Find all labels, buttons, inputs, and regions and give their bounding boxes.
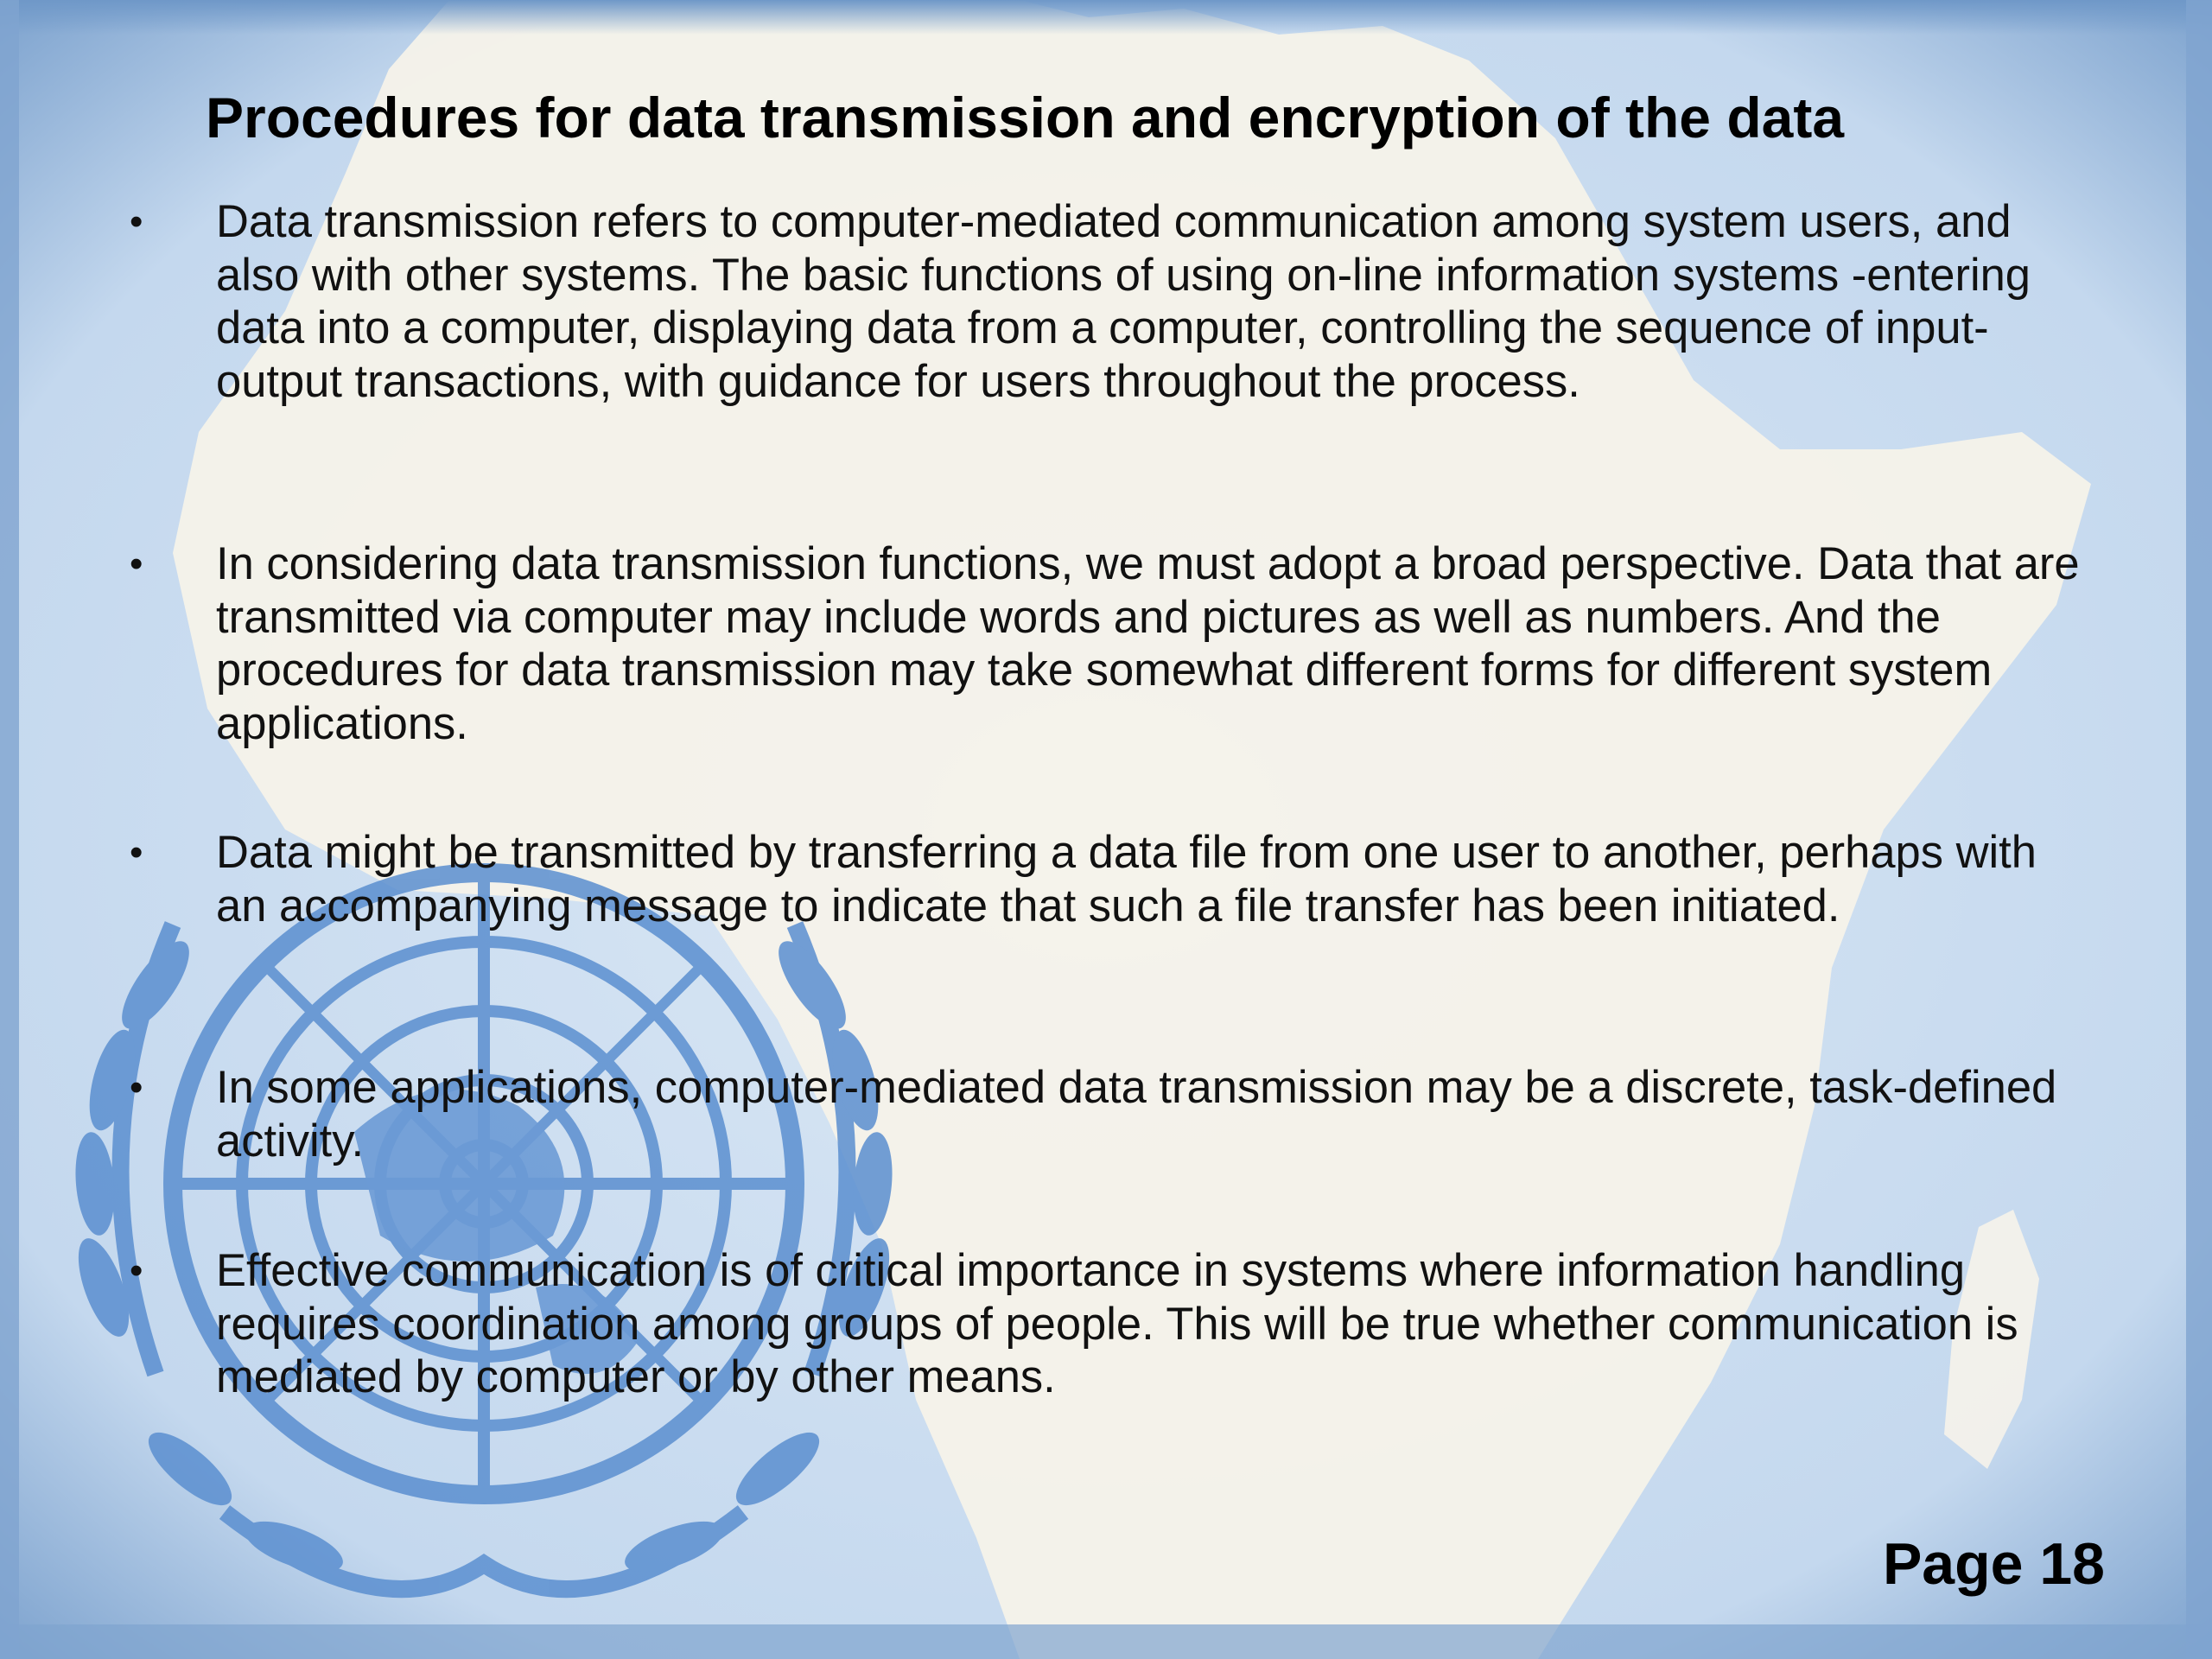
bullet-text: Data transmission refers to computer-mediated communication among system users, and also with other systems. The basic functions of using on-line information systems -entering data into a computer, displaying data from a computer, controlling the sequence of input-output transactions, with guidance for users throughout the process.	[216, 196, 2031, 407]
page-number: Page 18	[1882, 1531, 2105, 1597]
frame-left-edge	[0, 0, 19, 1659]
bullet-marker: •	[130, 200, 143, 243]
frame-bottom-edge	[0, 1624, 2212, 1659]
frame-top-edge	[0, 0, 2212, 35]
slide-title: Procedures for data transmission and encryption of the data	[206, 86, 1845, 149]
bullet-text: Effective communication is of critical importance in systems where information handling requires coordination among groups of people. This will be true whether communication is mediated by computer or by other means.	[216, 1245, 2018, 1402]
bullet-marker: •	[130, 831, 143, 874]
frame-right-edge	[2186, 0, 2212, 1659]
bullet-marker: •	[130, 1249, 143, 1292]
bullet-text: In considering data transmission functions, we must adopt a broad perspective. Data that are transmitted via computer may include words and pictures as well as numbers. And the procedures for data transmission may take somewhat different forms for different system applications.	[216, 538, 2080, 749]
bullet-marker: •	[130, 543, 143, 585]
bullet-text: Data might be transmitted by transferring a data file from one user to another, perhaps with an accompanying message to indicate that such a file transfer has been initiated.	[216, 827, 2037, 931]
bullet-text: In some applications, computer-mediated data transmission may be a discrete, task-defined activity.	[216, 1062, 2057, 1166]
bullet-marker: •	[130, 1066, 143, 1109]
